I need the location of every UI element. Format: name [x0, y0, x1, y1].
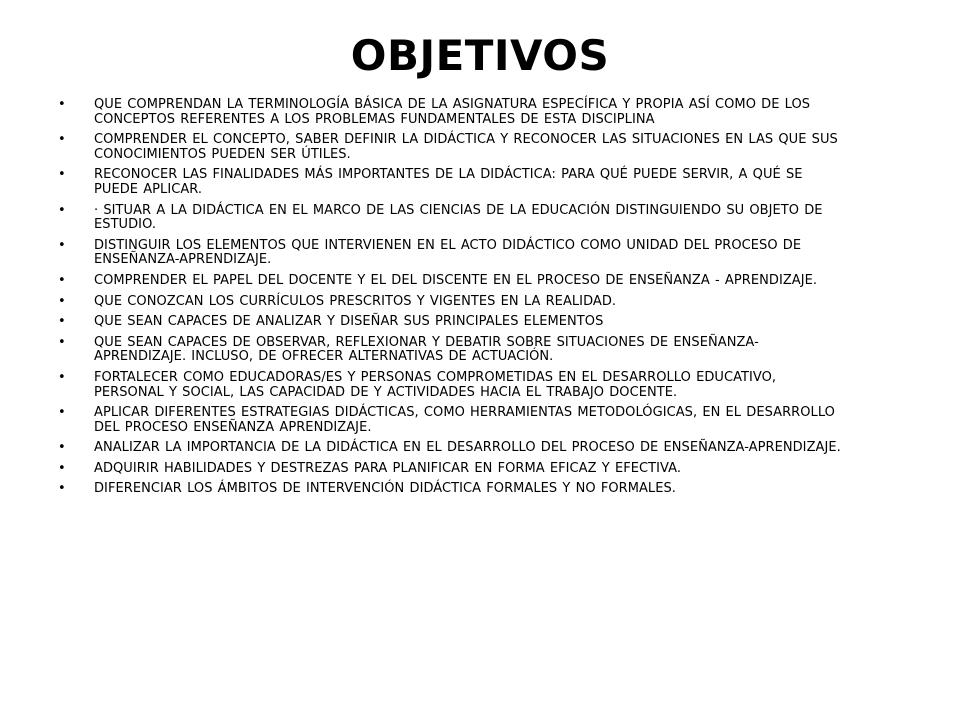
bullet-icon: •: [58, 272, 66, 288]
objective-item: [58, 315, 848, 330]
bullet-icon: •: [58, 405, 66, 421]
objective-item: [58, 204, 848, 233]
objective-item: [58, 441, 848, 456]
objective-item: [58, 98, 848, 127]
objective-text: APLICAR DIFERENTES ESTRATEGIAS DIDÁCTICAS, COMO HERRAMIENTAS METODOLÓGICAS, EN EL DESARROLLO DEL PROCESO ENSEÑANZA APRENDIZAJE.: [94, 405, 835, 435]
bullet-icon: •: [58, 293, 66, 309]
bullet-icon: •: [58, 202, 66, 218]
objective-text: COMPRENDER EL PAPEL DEL DOCENTE Y EL DEL DISCENTE EN EL PROCESO DE ENSEÑANZA - APRENDIZAJE.: [94, 272, 818, 288]
bullet-icon: •: [58, 334, 66, 350]
bullet-icon: •: [58, 460, 66, 476]
bullet-icon: •: [58, 97, 66, 112]
objective-text: · SITUAR A LA DIDÁCTICA EN EL MARCO DE LAS CIENCIAS DE LA EDUCACIÓN DISTINGUIENDO SU OBJETO DE ESTUDIO.: [94, 202, 823, 233]
objective-item: [58, 133, 848, 162]
objective-item: [58, 482, 848, 497]
bullet-icon: •: [58, 481, 66, 497]
objectives-list: [58, 98, 848, 503]
objective-text: QUE COMPRENDAN LA TERMINOLOGÍA BÁSICA DE LA ASIGNATURA ESPECÍFICA Y PROPIA ASÍ COMO DE LOS CONCEPTOS REFERENTES A LOS PROBLEMAS FUNDAMENTALES DE ESTA DISCIPLINA: [94, 97, 811, 127]
slide-title: OBJETIVOS: [350, 31, 610, 80]
objective-text: DIFERENCIAR LOS ÁMBITOS DE INTERVENCIÓN DIDÁCTICA FORMALES Y NO FORMALES.: [94, 481, 676, 497]
objective-item: [58, 336, 848, 365]
objective-item: [58, 274, 848, 289]
objective-item: [58, 406, 848, 435]
objective-text: DISTINGUIR LOS ELEMENTOS QUE INTERVIENEN EN EL ACTO DIDÁCTICO COMO UNIDAD DEL PROCESO DE ENSEÑANZA-APRENDIZAJE.: [94, 237, 802, 268]
objective-text: ANALIZAR LA IMPORTANCIA DE LA DIDÁCTICA EN EL DESARROLLO DEL PROCESO DE ENSEÑANZA-APRENDIZAJE.: [94, 440, 841, 456]
objective-item: [58, 239, 848, 268]
objective-item: [58, 168, 848, 197]
bullet-icon: •: [58, 314, 66, 330]
objective-text: RECONOCER LAS FINALIDADES MÁS IMPORTANTES DE LA DIDÁCTICA: PARA QUÉ PUEDE SERVIR, A QUÉ SE PUEDE APLICAR.: [94, 167, 803, 197]
objective-item: [58, 462, 848, 477]
objective-text: FORTALECER COMO EDUCADORAS/ES Y PERSONAS COMPROMETIDAS EN EL DESARROLLO EDUCATIVO, PERSONAL Y SOCIAL, LAS CAPACIDAD DE Y ACTIVIDADES HACIA EL TRABAJO DOCENTE.: [94, 369, 777, 400]
bullet-icon: •: [58, 369, 66, 385]
objective-text: QUE SEAN CAPACES DE OBSERVAR, REFLEXIONAR Y DEBATIR SOBRE SITUACIONES DE ENSEÑANZA-APRENDIZAJE. INCLUSO, DE OFRECER ALTERNATIVAS DE ACTUACIÓN.: [94, 334, 759, 365]
bullet-icon: •: [58, 237, 66, 253]
objective-text: COMPRENDER EL CONCEPTO, SABER DEFINIR LA DIDÁCTICA Y RECONOCER LAS SITUACIONES EN LAS QUE SUS CONOCIMIENTOS PUEDEN SER ÚTILES.: [94, 132, 838, 162]
bullet-icon: •: [58, 132, 66, 148]
objective-item: [58, 295, 848, 310]
objective-text: ADQUIRIR HABILIDADES Y DESTREZAS PARA PLANIFICAR EN FORMA EFICAZ Y EFECTIVA.: [94, 460, 682, 476]
bullet-icon: •: [58, 440, 66, 456]
objective-item: [58, 371, 848, 400]
objective-text: QUE CONOZCAN LOS CURRÍCULOS PRESCRITOS Y VIGENTES EN LA REALIDAD.: [94, 293, 617, 309]
bullet-icon: •: [58, 167, 66, 183]
objective-text: QUE SEAN CAPACES DE ANALIZAR Y DISEÑAR SUS PRINCIPALES ELEMENTOS: [94, 314, 604, 330]
